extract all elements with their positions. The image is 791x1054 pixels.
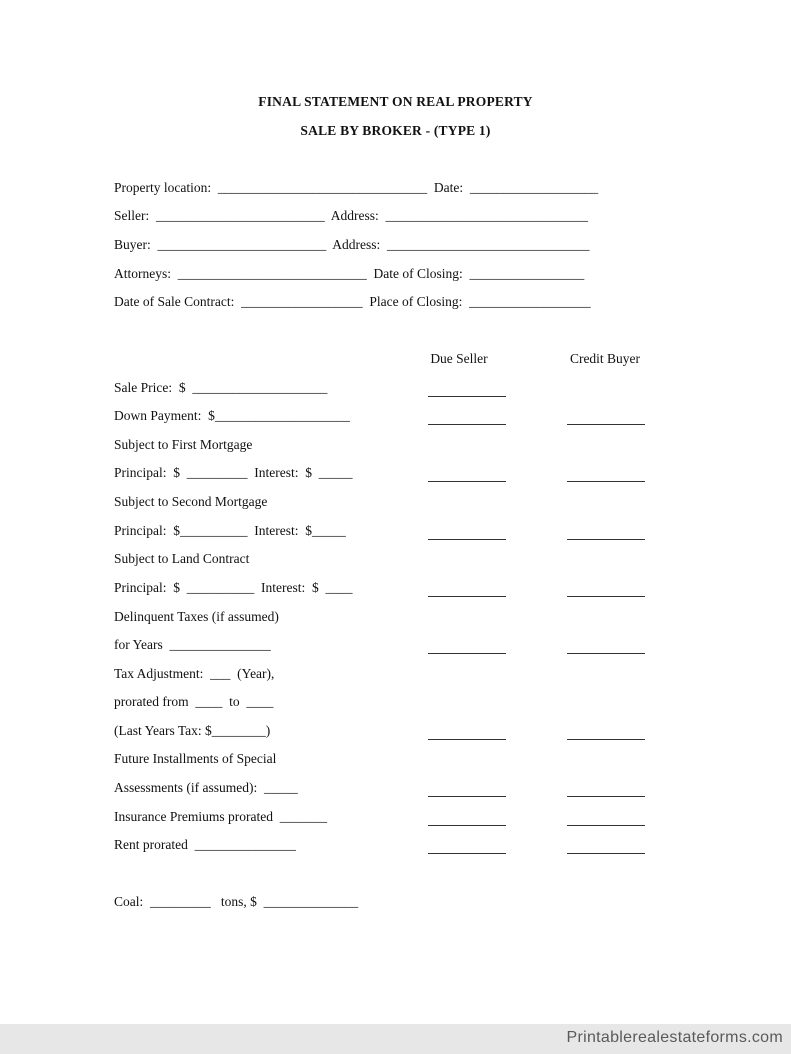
due-seller-blank[interactable] [428,539,506,540]
delinquent-taxes-years-field[interactable]: for Years _______________ [114,637,271,652]
credit-buyer-blank[interactable] [567,739,645,740]
land-contract-principal-interest-field[interactable]: Principal: $ __________ Interest: $ ____ [114,580,353,595]
second-mortgage-label: Subject to Second Mortgage [114,494,268,509]
land-contract-label: Subject to Land Contract [114,551,250,566]
due-seller-blank[interactable] [428,853,506,854]
contract-date-closing-place-field[interactable]: Date of Sale Contract: __________________ Place of Closing: __________________ [114,294,591,309]
buyer-address-field[interactable]: Buyer: _________________________ Address: ______________________________ [114,237,590,252]
future-installments-label: Future Installments of Special [114,751,277,766]
credit-buyer-header: Credit Buyer [569,351,641,366]
due-seller-blank[interactable] [428,653,506,654]
prorated-from-to-field[interactable]: prorated from ____ to ____ [114,694,274,709]
sale-price-field[interactable]: Sale Price: $ ____________________ [114,380,328,395]
seller-address-field[interactable]: Seller: _________________________ Address: ______________________________ [114,208,588,223]
document-subtitle: SALE BY BROKER - (TYPE 1) [300,123,491,138]
watermark-footer [0,1024,791,1054]
due-seller-blank[interactable] [428,825,506,826]
property-location-date-field[interactable]: Property location: _______________________________ Date: ___________________ [114,180,599,195]
credit-buyer-blank[interactable] [567,596,645,597]
down-payment-field[interactable]: Down Payment: $____________________ [114,408,350,423]
due-seller-header: Due Seller [430,351,488,366]
watermark-text: Printablerealestateforms.com [566,1029,783,1046]
credit-buyer-blank[interactable] [567,539,645,540]
credit-buyer-blank[interactable] [567,825,645,826]
credit-buyer-blank[interactable] [567,424,645,425]
delinquent-taxes-label: Delinquent Taxes (if assumed) [114,609,279,624]
second-mortgage-principal-interest-field[interactable]: Principal: $__________ Interest: $_____ [114,523,346,538]
document-title: FINAL STATEMENT ON REAL PROPERTY [258,94,533,109]
due-seller-blank[interactable] [428,396,506,397]
rent-prorated-field[interactable]: Rent prorated _______________ [114,837,296,852]
credit-buyer-blank[interactable] [567,653,645,654]
coal-tons-field[interactable]: Coal: _________ tons, $ ______________ [114,894,359,909]
due-seller-blank[interactable] [428,424,506,425]
credit-buyer-blank[interactable] [567,481,645,482]
first-mortgage-label: Subject to First Mortgage [114,437,253,452]
insurance-premiums-field[interactable]: Insurance Premiums prorated _______ [114,809,327,824]
tax-adjustment-field[interactable]: Tax Adjustment: ___ (Year), [114,666,275,681]
due-seller-blank[interactable] [428,739,506,740]
due-seller-blank[interactable] [428,481,506,482]
credit-buyer-blank[interactable] [567,853,645,854]
first-mortgage-principal-interest-field[interactable]: Principal: $ _________ Interest: $ _____ [114,465,353,480]
attorneys-closing-date-field[interactable]: Attorneys: ____________________________ Date of Closing: _________________ [114,266,585,281]
credit-buyer-blank[interactable] [567,796,645,797]
special-assessments-field[interactable]: Assessments (if assumed): _____ [114,780,298,795]
due-seller-blank[interactable] [428,596,506,597]
due-seller-blank[interactable] [428,796,506,797]
last-years-tax-field[interactable]: (Last Years Tax: $________) [114,723,271,738]
